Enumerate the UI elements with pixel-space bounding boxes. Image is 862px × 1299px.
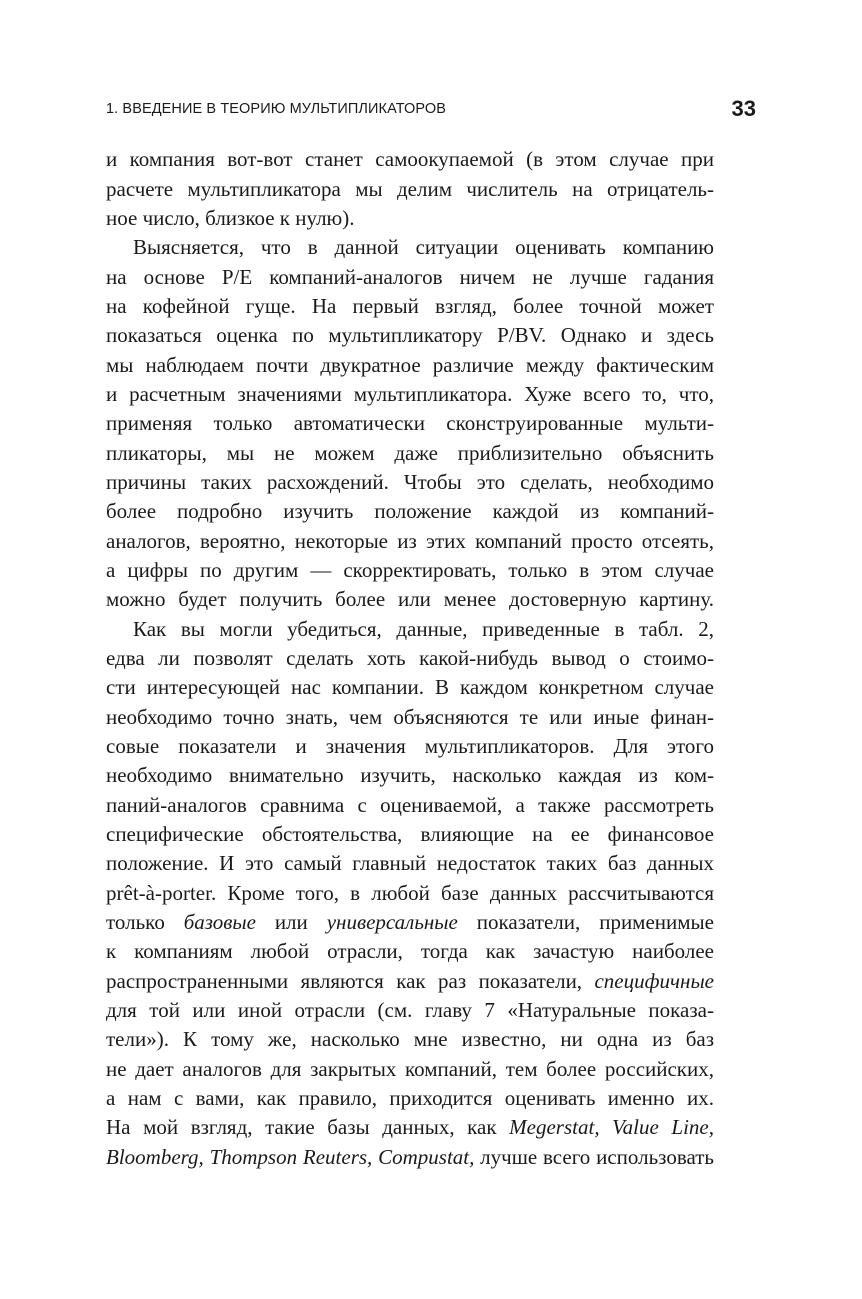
text-line: prêt-à-porter. Кроме того, в любой базе данных рассчитываются [106, 881, 714, 905]
text-line: можно будет получить более или менее достоверную картину. [106, 587, 714, 611]
text-line: распространенными являются как раз показатели, специфичные [106, 969, 714, 993]
text-line: не дает аналогов для закрытых компаний, тем более российских, [106, 1057, 714, 1081]
text-line: показаться оценка по мультипликатору P/BV. Однако и здесь [106, 323, 714, 347]
text-line: сти интересующей нас компании. В каждом конкретном случае [106, 675, 714, 699]
text-line: только базовые или универсальные показатели, применимые [106, 910, 714, 934]
paragraph-first-line: Выясняется, что в данной ситуации оценивать компанию [133, 235, 714, 259]
text-line: положение. И это самый главный недостаток таких баз данных [106, 851, 714, 875]
text-line: на основе P/E компаний-аналогов ничем не лучше гадания [106, 265, 714, 289]
text-line: пликаторы, мы не можем даже приблизительно объяснить [106, 441, 714, 465]
text-line: мы наблюдаем почти двукратное различие между фактическим [106, 353, 714, 377]
text-line: Bloomberg, Thompson Reuters, Compustat, лучше всего использовать [106, 1145, 714, 1169]
text-line: для той или иной отрасли (см. главу 7 «Натуральные показа- [106, 998, 714, 1022]
text-line: а цифры по другим — скорректировать, только в этом случае [106, 558, 714, 582]
paragraph-first-line: Как вы могли убедиться, данные, приведенные в табл. 2, [133, 617, 714, 641]
text-line: расчете мультипликатора мы делим числитель на отрицатель- [106, 177, 714, 201]
text-line: а нам с вами, как правило, приходится оценивать именно их. [106, 1086, 714, 1110]
text-line: причины таких расхождений. Чтобы это сделать, необходимо [106, 470, 714, 494]
text-line: специфические обстоятельства, влияющие на ее финансовое [106, 822, 714, 846]
running-head: 1. ВВЕДЕНИЕ В ТЕОРИЮ МУЛЬТИПЛИКАТОРОВ [106, 101, 446, 117]
italic-term: универсальные [326, 910, 458, 934]
text-line: аналогов, вероятно, некоторые из этих компаний просто отсеять, [106, 529, 714, 553]
text-line: необходимо точно знать, чем объясняются те или иные финан- [106, 705, 714, 729]
text-line: ное число, близкое к нулю). [106, 206, 355, 230]
text-line: необходимо внимательно изучить, насколько каждая из ком- [106, 763, 714, 787]
italic-term: специфичные [594, 969, 714, 993]
text-line: к компаниям любой отрасли, тогда как зачастую наиболее [106, 939, 714, 963]
text-line: паний-аналогов сравнима с оцениваемой, а также рассмотреть [106, 793, 714, 817]
text-line: более подробно изучить положение каждой из компаний- [106, 499, 714, 523]
text-line: и расчетным значениями мультипликатора. Хуже всего то, что, [106, 382, 714, 406]
text-line: совые показатели и значения мультипликаторов. Для этого [106, 734, 714, 758]
italic-term: Bloomberg, Thompson Reuters, Compustat, [106, 1145, 475, 1169]
text-line: и компания вот-вот станет самоокупаемой (в этом случае при [106, 147, 714, 171]
text-line: едва ли позволят сделать хоть какой-нибудь вывод о стоимо- [106, 646, 714, 670]
italic-term: Megerstat, Value Line, [509, 1115, 714, 1139]
italic-term: базовые [183, 910, 256, 934]
page-number: 33 [731, 96, 756, 121]
text-line: применяя только автоматически сконструированные мульти- [106, 411, 714, 435]
text-line: тели»). К тому же, насколько мне известно, ни одна из баз [106, 1027, 714, 1051]
text-line: На мой взгляд, такие базы данных, как Megerstat, Value Line, [106, 1115, 714, 1139]
text-line: на кофейной гуще. На первый взгляд, более точной может [106, 294, 714, 318]
